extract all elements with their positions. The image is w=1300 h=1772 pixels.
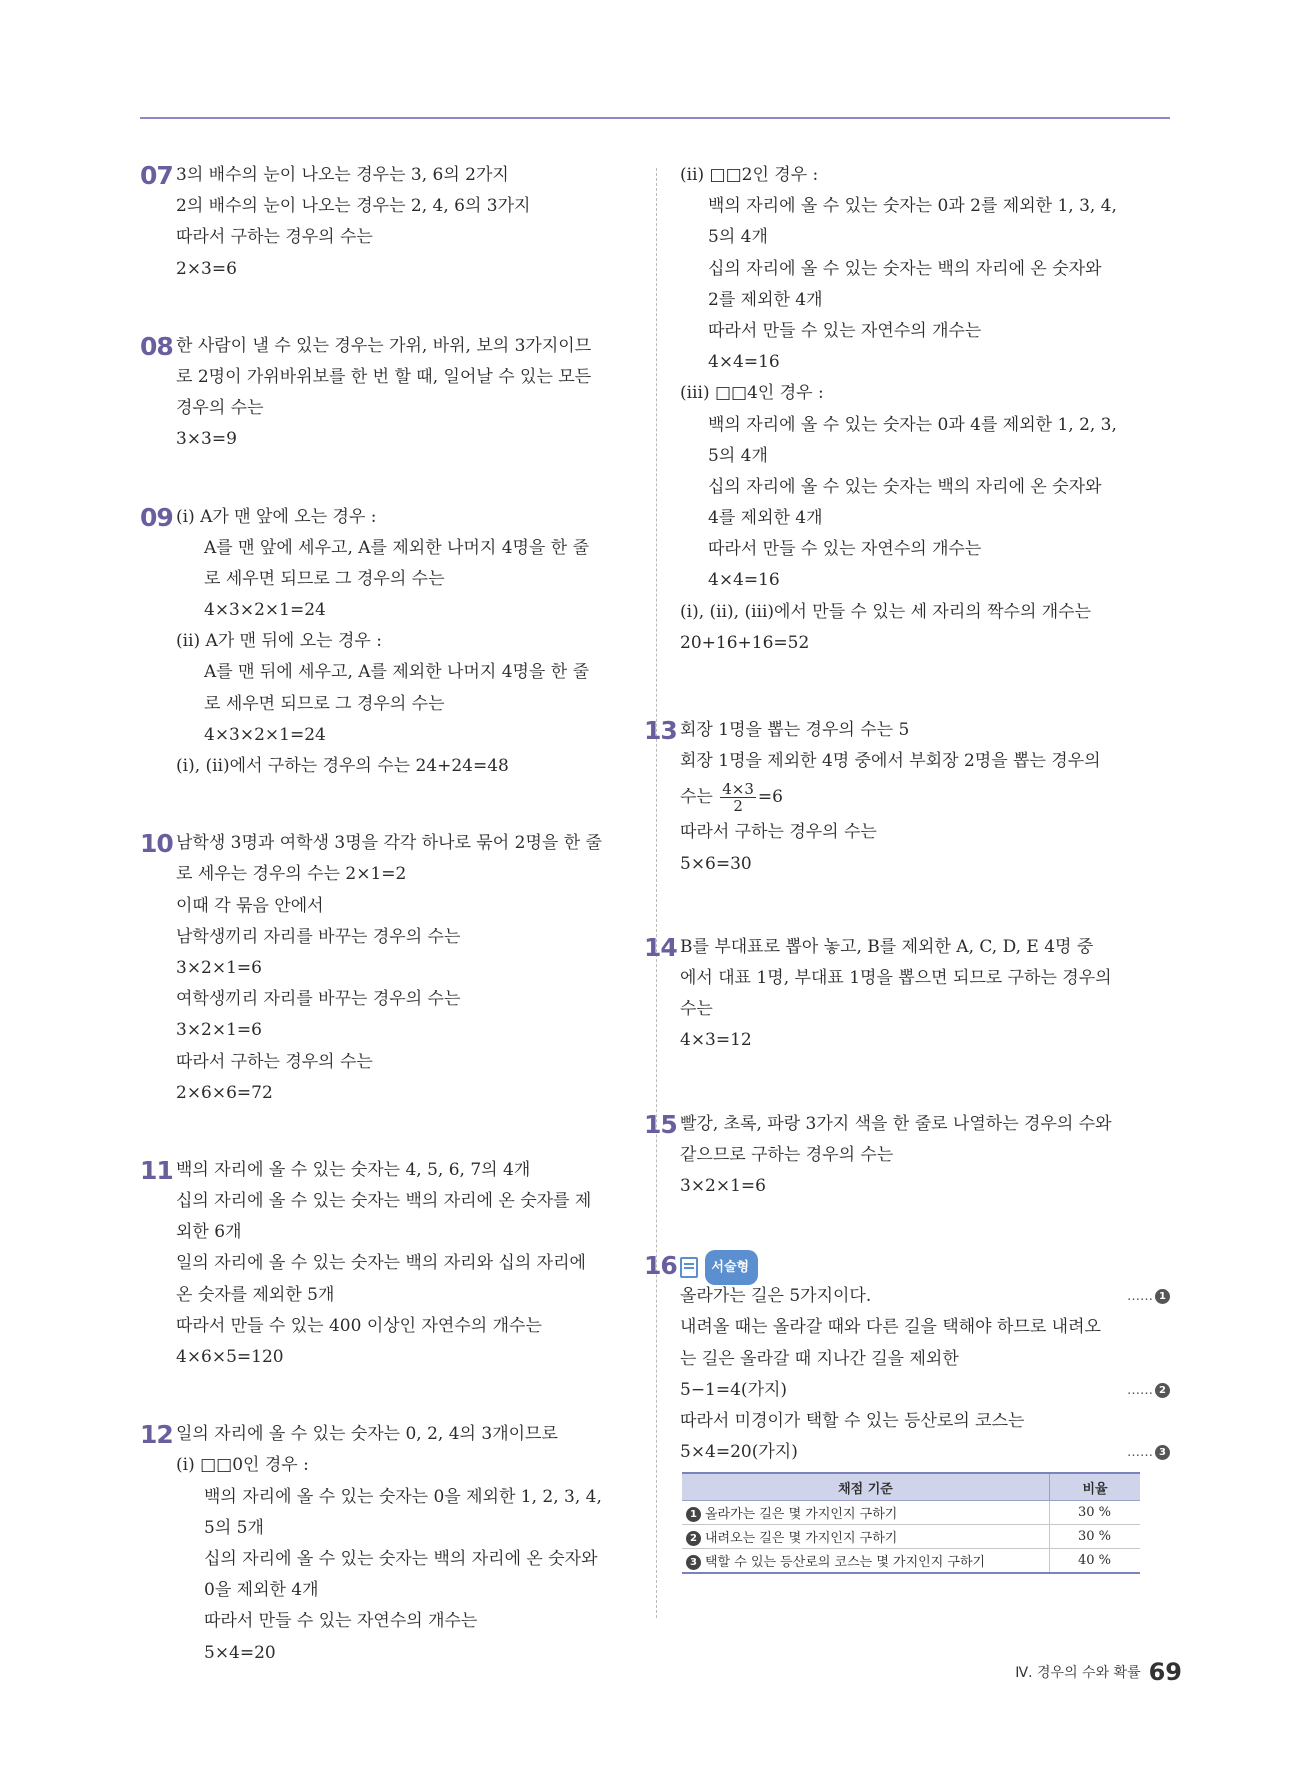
step-marker — [1127, 1437, 1170, 1468]
solution-line: 여학생끼리 자리를 바꾸는 경우의 수는 — [176, 989, 461, 1010]
solution-line — [680, 1281, 1170, 1312]
solution-line: 백의 자리에 올 수 있는 숫자는 0을 제외한 1, 2, 3, 4, — [204, 1486, 602, 1507]
solution-line: 4×6×5=120 — [176, 1347, 284, 1367]
step-number-icon: 3 — [1155, 1445, 1170, 1460]
ratio-cell: 30 % — [1050, 1501, 1141, 1525]
table-row — [682, 1549, 1140, 1574]
solution-line: 따라서 만들 수 있는 400 이상인 자연수의 개수는 — [176, 1315, 542, 1336]
solution-line: 외한 6개 — [176, 1222, 242, 1243]
solution-line: 3×2×1=6 — [176, 957, 262, 978]
solution-line: 따라서 만들 수 있는 자연수의 개수는 — [708, 320, 982, 341]
solution-line: 십의 자리에 올 수 있는 숫자는 백의 자리에 온 숫자와 — [204, 1548, 598, 1569]
solution-line: 20+16+16=52 — [680, 632, 810, 653]
problem-number: 07 — [140, 161, 173, 190]
problem-09 — [140, 502, 620, 783]
solution-line: 4×4=16 — [708, 570, 780, 591]
solution-line: 로 세우는 경우의 수는 2×1=2 — [176, 864, 407, 885]
criteria-cell — [682, 1549, 1050, 1574]
solution-line: 로 세우면 되므로 그 경우의 수는 — [204, 693, 445, 714]
solution-line: (ⅲ) □□4인 경우 : — [680, 383, 824, 404]
solution-line: 4×3×2×1=24 — [204, 724, 326, 745]
solution-line: 회장 1명을 뽑는 경우의 수는 5 — [680, 720, 910, 740]
page-number: 69 — [1148, 1658, 1182, 1686]
problem-12-continued — [680, 160, 1170, 659]
ratio-cell: 30 % — [1050, 1525, 1141, 1549]
step-number-icon: 2 — [1155, 1383, 1170, 1398]
solution-line: 일의 자리에 올 수 있는 숫자는 0, 2, 4의 3개이므로 — [176, 1424, 558, 1445]
step-number-icon: 3 — [686, 1555, 701, 1570]
solution-line: 따라서 구하는 경우의 수는 — [680, 822, 877, 843]
criteria-cell — [682, 1501, 1050, 1525]
left-column — [140, 160, 620, 1669]
document-icon — [680, 1257, 698, 1278]
solution-line: 따라서 미경이가 택할 수 있는 등산로의 코스는 — [680, 1411, 1025, 1431]
criteria-text: 내려오는 길은 몇 가지인지 구하기 — [705, 1531, 898, 1547]
solution-line: (ⅱ) A가 맨 뒤에 오는 경우 : — [176, 631, 382, 652]
solution-text: 5×4=20(가지) — [680, 1442, 798, 1463]
right-column — [644, 160, 1170, 1574]
fraction-denominator: 2 — [733, 797, 743, 816]
problem-12 — [140, 1419, 620, 1669]
solution-line: 5의 5개 — [204, 1517, 264, 1538]
solution-line: 따라서 만들 수 있는 자연수의 개수는 — [708, 539, 982, 560]
badge-line — [680, 1250, 1170, 1281]
descriptive-badge: 서술형 — [705, 1250, 758, 1285]
solution-line: 0을 제외한 4개 — [204, 1580, 319, 1601]
solution-line: (ⅰ), (ⅱ), (ⅲ)에서 만들 수 있는 세 자리의 짝수의 개수는 — [680, 601, 1092, 622]
solution-line: 2×6×6=72 — [176, 1082, 273, 1103]
problem-number: 11 — [140, 1155, 173, 1185]
solution-line: 이때 각 묶음 안에서 — [176, 895, 324, 916]
table-header: 비율 — [1050, 1473, 1141, 1501]
table-header: 채점 기준 — [682, 1473, 1050, 1501]
solution-text: 올라가는 길은 5가지이다. — [680, 1286, 872, 1307]
criteria-cell — [682, 1525, 1050, 1549]
problem-10 — [140, 828, 620, 1109]
solution-line: 3의 배수의 눈이 나오는 경우는 3, 6의 2가지 — [176, 165, 509, 185]
solution-line: 온 숫자를 제외한 5개 — [176, 1284, 335, 1305]
solution-line: 5×6=30 — [680, 853, 752, 874]
solution-line: 로 세우면 되므로 그 경우의 수는 — [204, 568, 445, 589]
page-footer — [1015, 1658, 1182, 1686]
solution-line — [680, 1375, 1170, 1406]
fraction-suffix: =6 — [757, 787, 783, 808]
dots: …… — [1127, 1382, 1153, 1398]
solution-line: (ⅱ) □□2인 경우 : — [680, 165, 819, 185]
solution-line: 4×4=16 — [708, 352, 780, 373]
solution-line: 5×4=20 — [204, 1642, 276, 1663]
fraction-numerator: 4×3 — [722, 780, 754, 799]
problem-16 — [644, 1250, 1170, 1574]
problem-13 — [644, 715, 1170, 880]
solution-line: 십의 자리에 올 수 있는 숫자는 백의 자리에 온 숫자를 제 — [176, 1191, 592, 1212]
solution-line: 2의 배수의 눈이 나오는 경우는 2, 4, 6의 3가지 — [176, 196, 531, 217]
solution-line: 4를 제외한 4개 — [708, 508, 823, 529]
ratio-cell: 40 % — [1050, 1549, 1141, 1574]
solution-line: 경우의 수는 — [176, 398, 264, 419]
problem-number: 13 — [644, 716, 677, 745]
problem-number: 16 — [644, 1251, 677, 1281]
solution-line: 남학생끼리 자리를 바꾸는 경우의 수는 — [176, 926, 461, 947]
solution-line: 빨강, 초록, 파랑 3가지 색을 한 줄로 나열하는 경우의 수와 — [680, 1113, 1112, 1134]
dots: …… — [1127, 1289, 1153, 1305]
step-number-icon: 2 — [686, 1531, 701, 1546]
solution-line: 3×2×1=6 — [680, 1175, 766, 1196]
problem-number: 15 — [644, 1109, 677, 1139]
problem-number: 14 — [644, 932, 677, 962]
table-row — [682, 1501, 1140, 1525]
scoring-table — [682, 1472, 1140, 1574]
problem-11 — [140, 1155, 620, 1373]
solution-line: 십의 자리에 올 수 있는 숫자는 백의 자리에 온 숫자와 — [708, 258, 1102, 279]
solution-line: (ⅰ) A가 맨 앞에 오는 경우 : — [176, 506, 377, 527]
solution-line: 5의 4개 — [708, 445, 768, 466]
solution-line: 4×3×2×1=24 — [204, 600, 326, 621]
solution-line: 2를 제외한 4개 — [708, 289, 823, 310]
solution-line: 백의 자리에 올 수 있는 숫자는 0과 4를 제외한 1, 2, 3, — [708, 414, 1117, 435]
solution-line: 한 사람이 낼 수 있는 경우는 가위, 바위, 보의 3가지이므 — [176, 335, 592, 356]
solution-line: 4×3=12 — [680, 1030, 752, 1051]
solution-line: (ⅰ), (ⅱ)에서 구하는 경우의 수는 24+24=48 — [176, 756, 509, 776]
solution-line: 따라서 만들 수 있는 자연수의 개수는 — [204, 1611, 478, 1632]
solution-line: 5의 4개 — [708, 227, 768, 248]
solution-line: B를 부대표로 뽑아 놓고, B를 제외한 A, C, D, E 4명 중 — [680, 936, 1094, 957]
problem-07 — [140, 160, 620, 285]
problem-08 — [140, 331, 620, 456]
solution-line: 내려올 때는 올라갈 때와 다른 길을 택해야 하므로 내려오 — [680, 1317, 1101, 1338]
dots: …… — [1127, 1445, 1153, 1461]
solution-line: 에서 대표 1명, 부대표 1명을 뽑으면 되므로 구하는 경우의 — [680, 967, 1112, 988]
solution-line: 는 길은 올라갈 때 지나간 길을 제외한 — [680, 1348, 959, 1369]
solution-line: 일의 자리에 올 수 있는 숫자는 백의 자리와 십의 자리에 — [176, 1253, 586, 1274]
solution-line: 십의 자리에 올 수 있는 숫자는 백의 자리에 온 숫자와 — [708, 476, 1102, 497]
fraction-line — [680, 777, 1170, 817]
solution-line: A를 맨 뒤에 세우고, A를 제외한 나머지 4명을 한 줄 — [204, 662, 590, 683]
problem-15 — [644, 1109, 1170, 1203]
solution-line: 따라서 구하는 경우의 수는 — [176, 227, 373, 248]
problem-number: 12 — [140, 1420, 173, 1450]
problem-number: 10 — [140, 829, 173, 859]
step-marker — [1127, 1281, 1170, 1312]
solution-line: 따라서 구하는 경우의 수는 — [176, 1051, 373, 1072]
solution-line: (ⅰ) □□0인 경우 : — [176, 1455, 309, 1476]
fraction-prefix: 수는 — [680, 787, 713, 808]
solution-line: 3×2×1=6 — [176, 1020, 262, 1041]
solution-text: 5−1=4(가지) — [680, 1379, 788, 1400]
problem-number: 09 — [140, 502, 173, 532]
solution-line: 수는 — [680, 999, 713, 1020]
top-rule — [140, 117, 1170, 119]
solution-line: 회장 1명을 제외한 4명 중에서 부회장 2명을 뽑는 경우의 — [680, 751, 1101, 772]
problem-number: 08 — [140, 331, 173, 361]
problem-14 — [644, 932, 1170, 1057]
solution-line: 같으므로 구하는 경우의 수는 — [680, 1144, 894, 1165]
solution-line: 백의 자리에 올 수 있는 숫자는 4, 5, 6, 7의 4개 — [176, 1159, 531, 1180]
solution-line: A를 맨 앞에 세우고, A를 제외한 나머지 4명을 한 줄 — [204, 537, 590, 558]
chapter-title: Ⅳ. 경우의 수와 확률 — [1015, 1665, 1141, 1681]
step-number-icon: 1 — [686, 1507, 701, 1522]
solution-line: 남학생 3명과 여학생 3명을 각각 하나로 묶어 2명을 한 줄 — [176, 833, 602, 854]
solution-line: 백의 자리에 올 수 있는 숫자는 0과 2를 제외한 1, 3, 4, — [708, 196, 1117, 217]
criteria-text: 올라가는 길은 몇 가지인지 구하기 — [705, 1507, 898, 1523]
criteria-text: 택할 수 있는 등산로의 코스는 몇 가지인지 구하기 — [705, 1555, 986, 1571]
table-header-row — [682, 1473, 1140, 1501]
step-number-icon: 1 — [1155, 1289, 1170, 1304]
solution-line: 로 2명이 가위바위보를 한 번 할 때, 일어날 수 있는 모든 — [176, 366, 592, 387]
solution-line: 3×3=9 — [176, 429, 237, 450]
fraction — [720, 781, 756, 814]
step-marker — [1127, 1375, 1170, 1406]
solution-line — [680, 1437, 1170, 1468]
solution-line: 2×3=6 — [176, 258, 237, 279]
table-row — [682, 1525, 1140, 1549]
